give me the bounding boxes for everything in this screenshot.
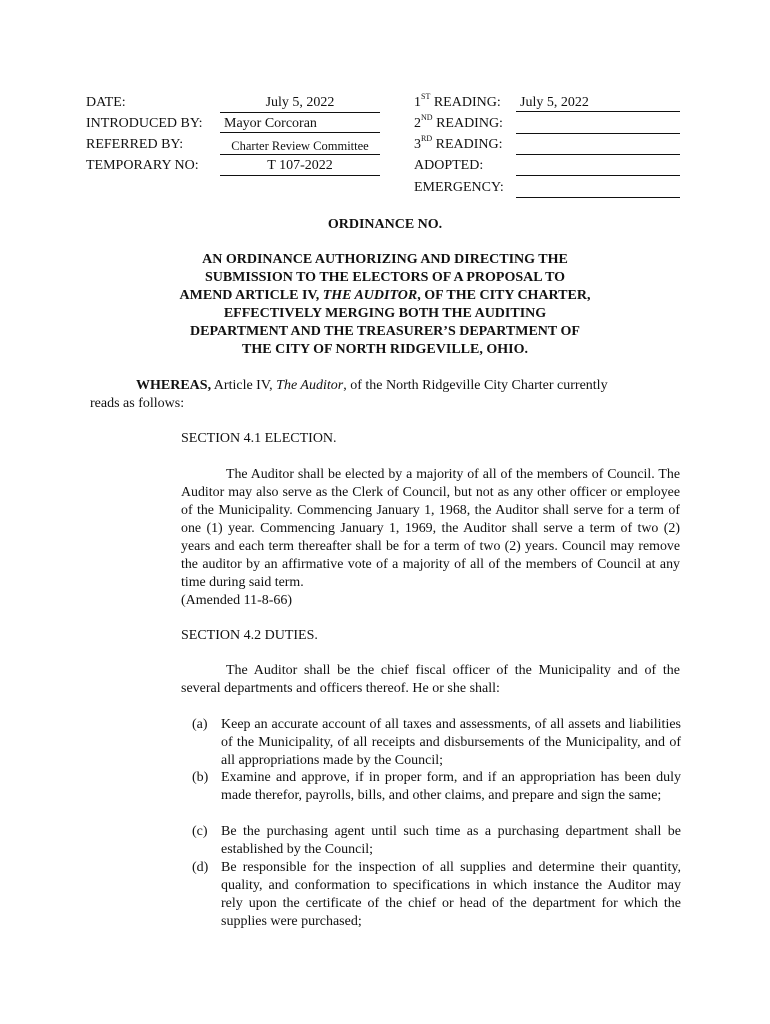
- duty-item-c-text: Be the purchasing agent until such time as a purchasing department shall be established by the Council;: [221, 824, 681, 857]
- duty-item-d-text: Be responsible for the inspection of all supplies and determine their quantity, quality, and conformation to specifications in which instance the Auditor may rely upon the certificate of the chief or head of the department for which the supplies were purchased;: [221, 860, 681, 929]
- section-4-2-body: The Auditor shall be the chief fiscal officer of the Municipality and of the several departments and officers thereof. He or she shall:: [181, 663, 680, 696]
- ordinance-number: ORDINANCE NO.: [327, 217, 443, 232]
- duty-item-a-marker: (a): [192, 717, 208, 732]
- title-line-5: DEPARTMENT AND THE TREASURER’S DEPARTMENT OF: [190, 324, 580, 339]
- duty-item-c: [183, 823, 681, 859]
- duty-item-b: [183, 769, 681, 823]
- header-date-value: July 5, 2022: [220, 95, 380, 113]
- header-introduced-value: Mayor Corcoran: [220, 116, 380, 133]
- header-third-reading-value: [516, 137, 680, 155]
- header-third-reading-label: 3RD READING:: [414, 134, 503, 152]
- header-first-reading-value: July 5, 2022: [516, 95, 680, 112]
- section-4-1-amended: (Amended 11-8-66): [181, 593, 293, 608]
- section-4-1-body: The Auditor shall be elected by a majority of all of the members of Council. The Auditor may also serve as the Clerk of Council, but not as any other officer or employee of the Municipality. Commencing January 1, 1968, the Auditor shall serve for a term of one (1) year. Commencing January 1, 1969, the Auditor shall serve a term of two (2) years and each term thereafter shall be for a term of two (2) years. Council may remove the auditor by an affirmative vote of a majority of all of the members of Council at any time during said term.: [181, 467, 680, 590]
- header-adopted-value: [516, 158, 680, 176]
- section-4-2-heading: SECTION 4.2 DUTIES.: [181, 628, 318, 643]
- title-line-1: AN ORDINANCE AUTHORIZING AND DIRECTING THE: [202, 252, 568, 267]
- header-first-reading-label: 1ST READING:: [414, 92, 501, 110]
- header-emergency-value: [516, 180, 680, 198]
- header-date-label: DATE:: [86, 95, 126, 110]
- duty-item-a-text: Keep an accurate account of all taxes and assessments, of all assets and liabilities of the Municipality, of all receipts and disbursements of the Municipality, and of all appropriations made by the Council;: [221, 717, 681, 768]
- duty-item-d-marker: (d): [192, 860, 209, 875]
- header-adopted-label: ADOPTED:: [414, 158, 484, 173]
- header-second-reading-label: 2ND READING:: [414, 113, 503, 131]
- ordinance-title: [80, 251, 690, 359]
- title-line-4: EFFECTIVELY MERGING BOTH THE AUDITING: [223, 306, 547, 321]
- title-line-6: THE CITY OF NORTH RIDGEVILLE, OHIO.: [242, 342, 528, 357]
- duty-item-b-text: Examine and approve, if in proper form, and if an appropriation has been duly made therefor, payrolls, bills, and other claims, and prepare and sign the same;: [221, 770, 681, 803]
- header-referred-label: REFERRED BY:: [86, 137, 184, 152]
- header-introduced-label: INTRODUCED BY:: [86, 116, 203, 131]
- header-temporary-value: T 107-2022: [220, 158, 380, 176]
- duty-item-b-marker: (b): [192, 770, 209, 785]
- title-line-2: SUBMISSION TO THE ELECTORS OF A PROPOSAL TO: [204, 270, 566, 285]
- header-emergency-label: EMERGENCY:: [414, 180, 504, 195]
- header-temporary-label: TEMPORARY NO:: [86, 158, 199, 173]
- header-referred-value: Charter Review Committee: [220, 138, 380, 155]
- header-second-reading-value: [516, 116, 680, 134]
- whereas-clause: WHEREAS, Article IV, The Auditor, of the North Ridgeville City Charter currently reads as follows:: [90, 378, 608, 411]
- section-4-1-heading: SECTION 4.1 ELECTION.: [181, 431, 337, 446]
- duty-item-c-marker: (c): [192, 824, 208, 839]
- duty-item-d: [183, 859, 681, 931]
- title-line-3: AMEND ARTICLE IV, THE AUDITOR, OF THE CITY CHARTER,: [179, 288, 591, 303]
